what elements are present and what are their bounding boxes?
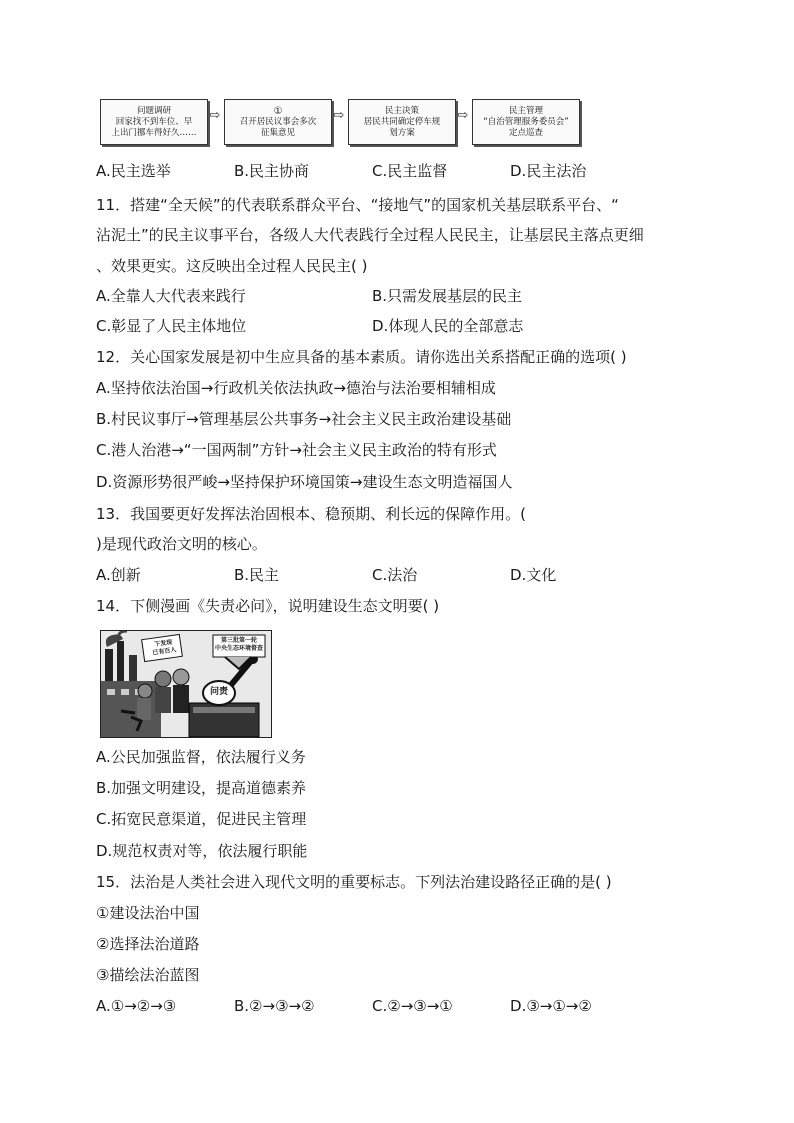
flow-step-line: “自治管理服务委员会” [483,116,569,127]
cartoon-image [100,630,272,738]
flow-arrow-icon: ⇨ [333,108,345,123]
flow-step-line: 上出门挪车得好久…… [111,127,197,138]
q11-option-d: D.体现人民的全部意志 [372,317,524,335]
q13-option-b: B.民主 [234,566,280,584]
flow-step-line: ① [273,105,283,117]
cartoon-sign-line: 下发现 [153,638,173,649]
flow-step-blank [224,99,332,145]
flow-step-line: 民主决策 [384,105,419,116]
flow-step-line: 征集意见 [260,127,295,138]
q14-option-d: D.规范权责对等，依法履行职能 [96,842,308,860]
flow-step-line: 居民共同确定停车规 [363,116,441,127]
flow-step-line: 问题调研 [136,105,171,116]
q13-option-c: C.法治 [372,566,418,584]
q11-option-b: B.只需发展基层的民主 [372,287,523,305]
q12-option-a: A.坚持依法治国→行政机关依法执政→德治与法治要相辅相成 [96,379,496,397]
q11-option-a: A.全靠人大代表来践行 [96,287,246,305]
cartoon-sign-right [213,637,265,653]
flow-step-research [100,99,208,145]
q11-stem-line-3: 、效果更实。这反映出全过程人民民主( ) [96,257,368,275]
q11-option-c: C.彰显了人民主体地位 [96,317,247,335]
flow-step-line: 召开居民议事会多次 [239,116,317,127]
q11-stem-line-1: 11．搭建“全天候”的代表联系群众平台、“接地气”的国家机关基层联系平台、“ [96,196,619,214]
flow-arrow-icon: ⇨ [209,108,221,123]
q15-option-b: B.②→③→② [234,997,315,1015]
q13-stem-line-2: )是现代政治文明的核心。 [96,535,267,553]
q13-option-a: A.创新 [96,566,141,584]
flow-arrow-icon: ⇨ [457,108,469,123]
q15-option-d: D.③→①→② [510,997,592,1015]
q12-option-c: C.港人治港→“一国两制”方针→社会主义民主政治的特有形式 [96,441,497,459]
q15-item-3: ③描绘法治蓝图 [96,966,200,984]
q15-item-2: ②选择法治道路 [96,935,200,953]
q11-stem-line-2: 沾泥土”的民主议事平台，各级人大代表践行全过程人民民主，让基层民主落点更细 [96,226,644,244]
flow-step-line: 回家找不到车位、早 [115,116,193,127]
q14-option-a: A.公民加强监督，依法履行义务 [96,748,306,766]
q14-option-c: C.拓宽民意渠道，促进民主管理 [96,810,307,828]
q15-item-1: ①建设法治中国 [96,904,200,922]
q13-stem-line-1: 13．我国要更好发挥法治固根本、稳预期、利长远的保障作用。( [96,505,526,523]
q10-option-c: C.民主监督 [372,162,448,180]
flow-step-decision [348,99,456,145]
q12-option-b: B.村民议事厅→管理基层公共事务→社会主义民主政治建设基础 [96,410,512,428]
q15-option-a: A.①→②→③ [96,997,177,1015]
flow-step-line: 划方案 [389,127,415,138]
q13-option-d: D.文化 [510,566,557,584]
q15-stem: 15．法治是人类社会进入现代文明的重要标志。下列法治建设路径正确的是( ) [96,873,612,891]
cartoon-sign-line: 第三批第一轮 [220,637,257,644]
q10-option-b: B.民主协商 [234,162,310,180]
flow-step-line: 定点巡查 [508,127,543,138]
cartoon-sign-line: 已有百人 [152,646,177,657]
flow-step-line: 民主管理 [508,105,543,116]
q14-option-b: B.加强文明建设，提高道德素养 [96,779,307,797]
q12-option-d: D.资源形势很严峻→坚持保护环境国策→建设生态文明造福国人 [96,473,513,491]
flow-step-management [472,99,580,145]
cartoon-stamp-label: 问责 [209,687,228,697]
q10-option-d: D.民主法治 [510,162,587,180]
q12-stem: 12．关心国家发展是初中生应具备的基本素质。请你选出关系搭配正确的选项( ) [96,348,627,366]
cartoon-sign-line: 中央生态环境督查 [214,645,263,652]
flow-diagram [100,99,580,149]
q14-stem: 14．下侧漫画《失责必问》，说明建设生态文明要( ) [96,597,440,615]
q15-option-c: C.②→③→① [372,997,453,1015]
q10-option-a: A.民主选举 [96,162,171,180]
